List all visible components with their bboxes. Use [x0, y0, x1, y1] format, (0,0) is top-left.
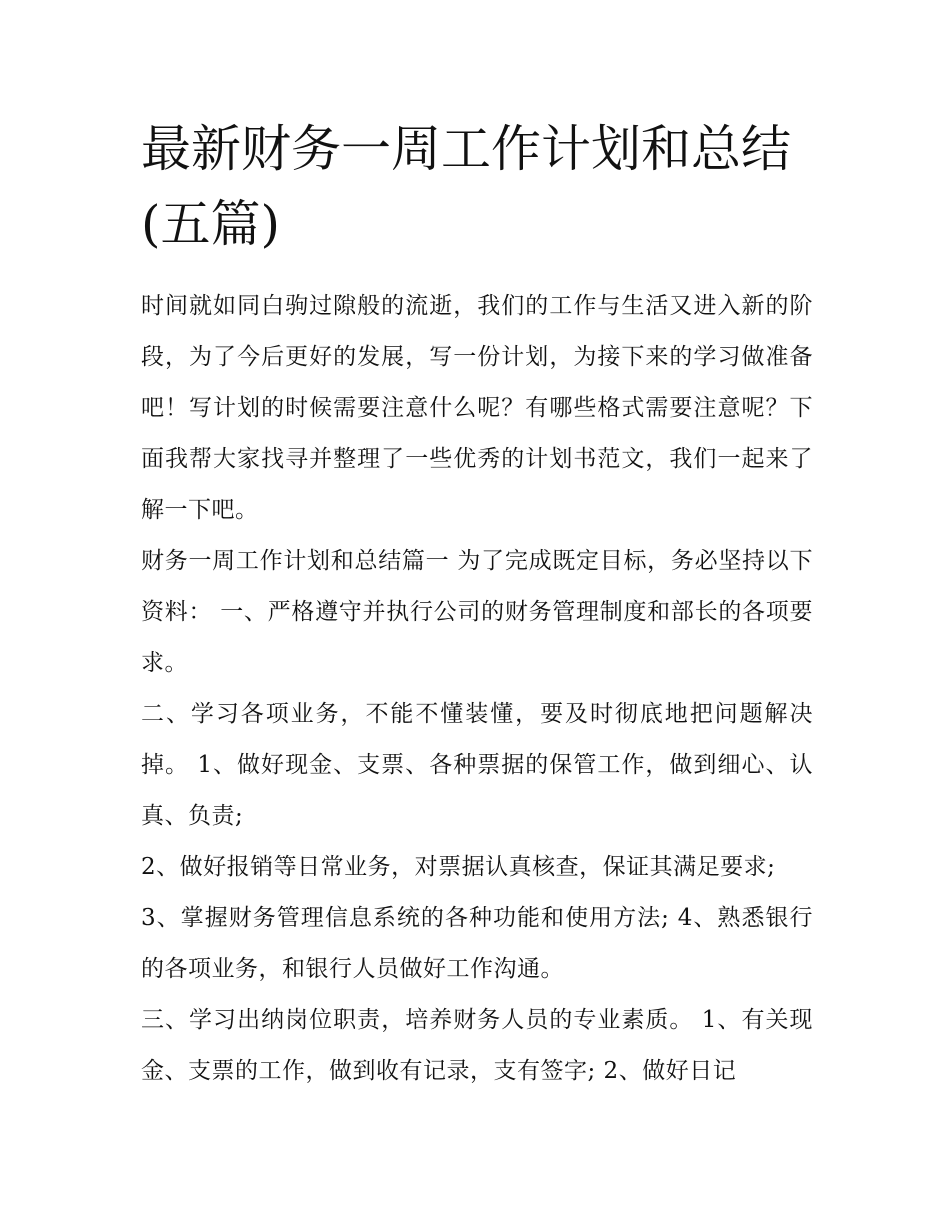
paragraph-item-2: 2、做好报销等日常业务，对票据认真核查，保证其满足要求; — [141, 854, 776, 880]
paragraph-section-3: 三、学习出纳岗位职责，培养财务人员的专业素质。 1、有关现金、支票的工作，做到收有记录，支有签字; 2、做好日记 — [141, 1007, 813, 1084]
document-title: 最新财务一周工作计划和总结(五篇) — [141, 120, 791, 253]
paragraph-intro: 时间就如同白驹过隙般的流逝，我们的工作与生活又进入新的阶段，为了今后更好的发展，写一份计划，为接下来的学习做准备吧！写计划的时候需要注意什么呢？有哪些格式需要注意呢？下面我帮大家找寻并整理了一些优秀的计划书范文，我们一起来了解一下吧。 — [141, 293, 813, 523]
paragraph-item-3: 3、掌握财务管理信息系统的各种功能和使用方法; 4、熟悉银行的各项业务，和银行人员做好工作沟通。 — [141, 905, 813, 982]
paragraph-section-1: 财务一周工作计划和总结篇一 为了完成既定目标，务必坚持以下资料： 一、严格遵守并执行公司的财务管理制度和部长的各项要求。 — [141, 548, 813, 676]
document-content — [141, 112, 813, 1097]
paragraph-section-2: 二、学习各项业务，不能不懂装懂，要及时彻底地把问题解决掉。 1、做好现金、支票、各种票据的保管工作，做到细心、认真、负责; — [141, 701, 813, 829]
document-body — [141, 281, 813, 1097]
